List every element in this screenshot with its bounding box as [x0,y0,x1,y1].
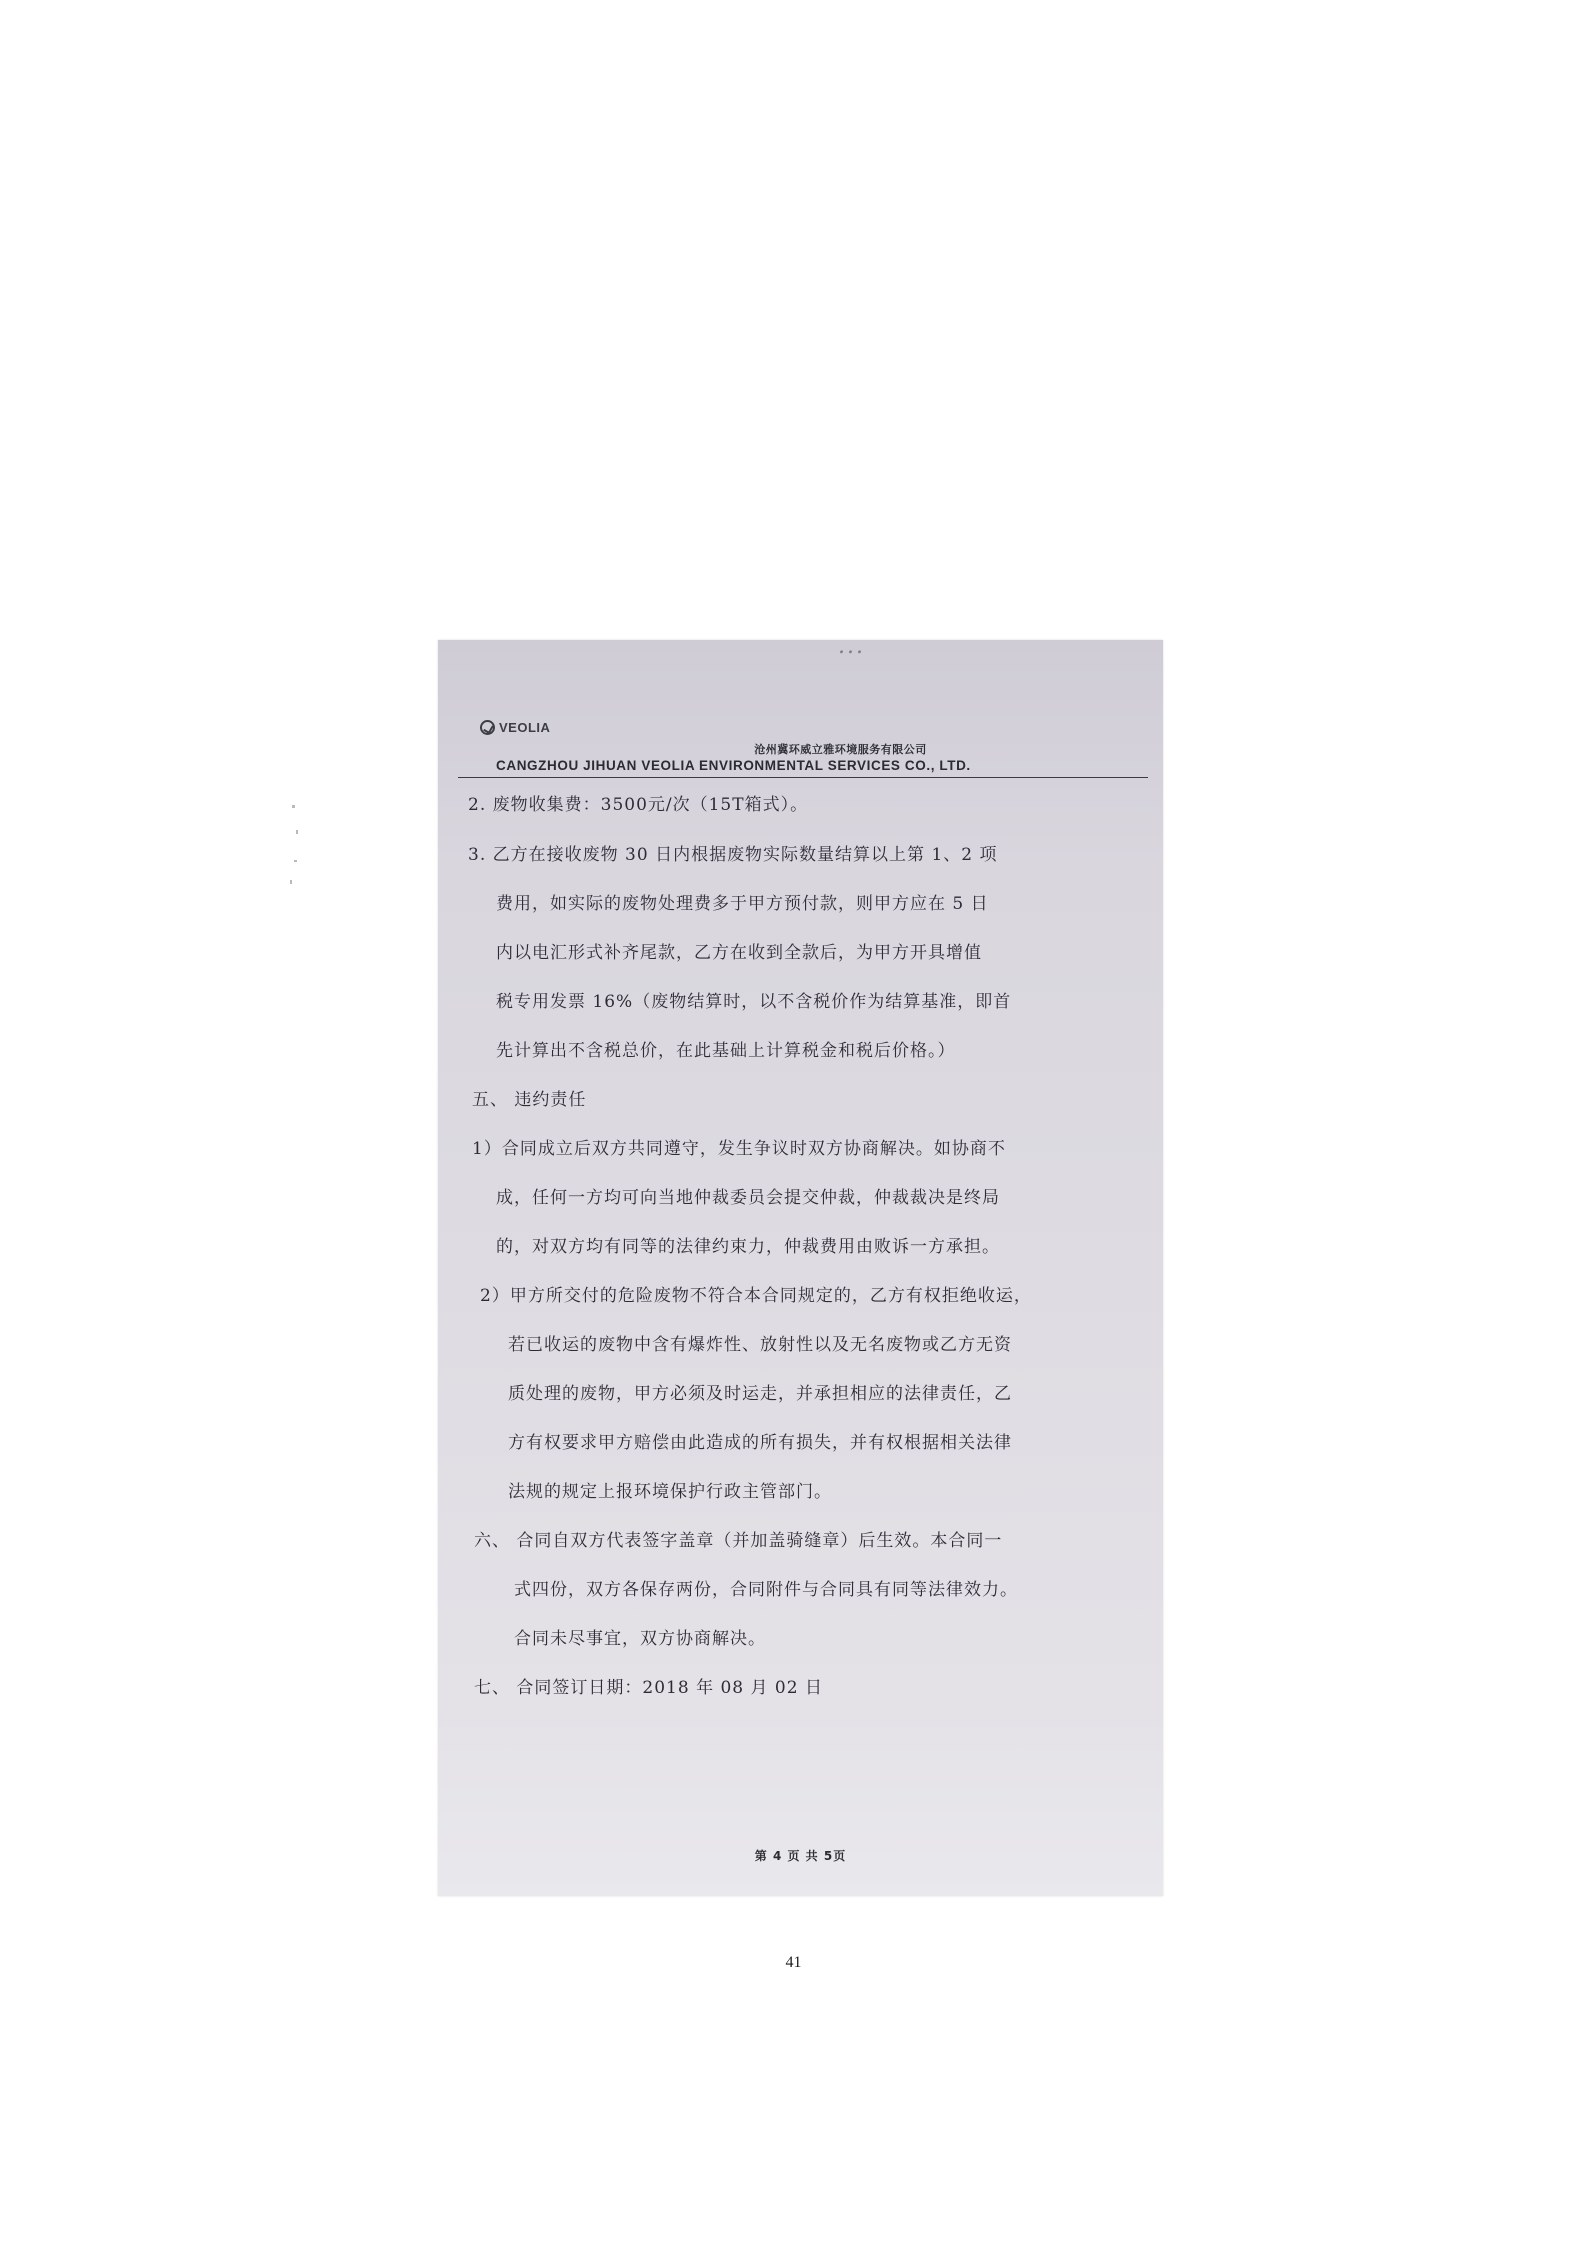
page-number: 41 [785,1954,802,1971]
scan-speck [296,830,298,834]
text-line: 内以电汇形式补齐尾款，乙方在收到全款后，为甲方开具增值 [496,943,982,963]
scan-speck [290,880,292,884]
scanned-contract-page [438,634,1163,1896]
text-line: 先计算出不含税总价，在此基础上计算税金和税后价格。） [496,1041,956,1061]
text-line: 方有权要求甲方赔偿由此造成的所有损失，并有权根据相关法律 [508,1433,1012,1453]
company-name-chinese: 沧州冀环威立雅环境服务有限公司 [754,743,927,756]
text-line: 成，任何一方均可向当地仲裁委员会提交仲裁，仲裁裁决是终局 [496,1188,1000,1208]
text-line: 六、 合同自双方代表签字盖章（并加盖骑缝章）后生效。本合同一 [474,1531,1003,1551]
veolia-logo [480,720,550,735]
section-heading: 五、 违约责任 [472,1090,587,1110]
text-line: 法规的规定上报环境保护行政主管部门。 [508,1482,832,1502]
text-line: 的，对双方均有同等的法律约束力，仲裁费用由败诉一方承担。 [496,1237,1000,1257]
page-footer: 第 4 页 共 5页 [754,1849,847,1863]
text-line: 合同未尽事宜，双方协商解决。 [514,1629,766,1649]
text-line: 质处理的废物，甲方必须及时运走，并承担相应的法律责任，乙 [508,1384,1012,1404]
text-line: 七、 合同签订日期：2018 年 08 月 02 日 [474,1678,823,1698]
text-line: 3. 乙方在接收废物 30 日内根据废物实际数量结算以上第 1、2 项 [468,845,998,865]
text-line: 费用，如实际的废物处理费多于甲方预付款，则甲方应在 5 日 [496,894,989,914]
text-line: 若已收运的废物中含有爆炸性、放射性以及无名废物或乙方无资 [508,1335,1012,1355]
scan-speck [292,805,295,808]
handwritten-note: ... [838,634,865,659]
veolia-logo-icon [480,720,495,735]
header-divider [458,777,1148,778]
text-line: 2. 废物收集费：3500元/次（15T箱式）。 [468,795,809,815]
company-name-english: CANGZHOU JIHUAN VEOLIA ENVIRONMENTAL SERVICES CO., LTD. [496,758,971,773]
scan-speck [294,860,297,862]
text-line: 1）合同成立后双方共同遵守，发生争议时双方协商解决。如协商不 [472,1139,1006,1159]
logo-text: VEOLIA [499,720,551,735]
text-line: 式四份，双方各保存两份，合同附件与合同具有同等法律效力。 [514,1580,1018,1600]
text-line: 税专用发票 16%（废物结算时，以不含税价作为结算基准，即首 [496,992,1012,1012]
text-line: 2）甲方所交付的危险废物不符合本合同规定的，乙方有权拒绝收运， [480,1286,1032,1306]
